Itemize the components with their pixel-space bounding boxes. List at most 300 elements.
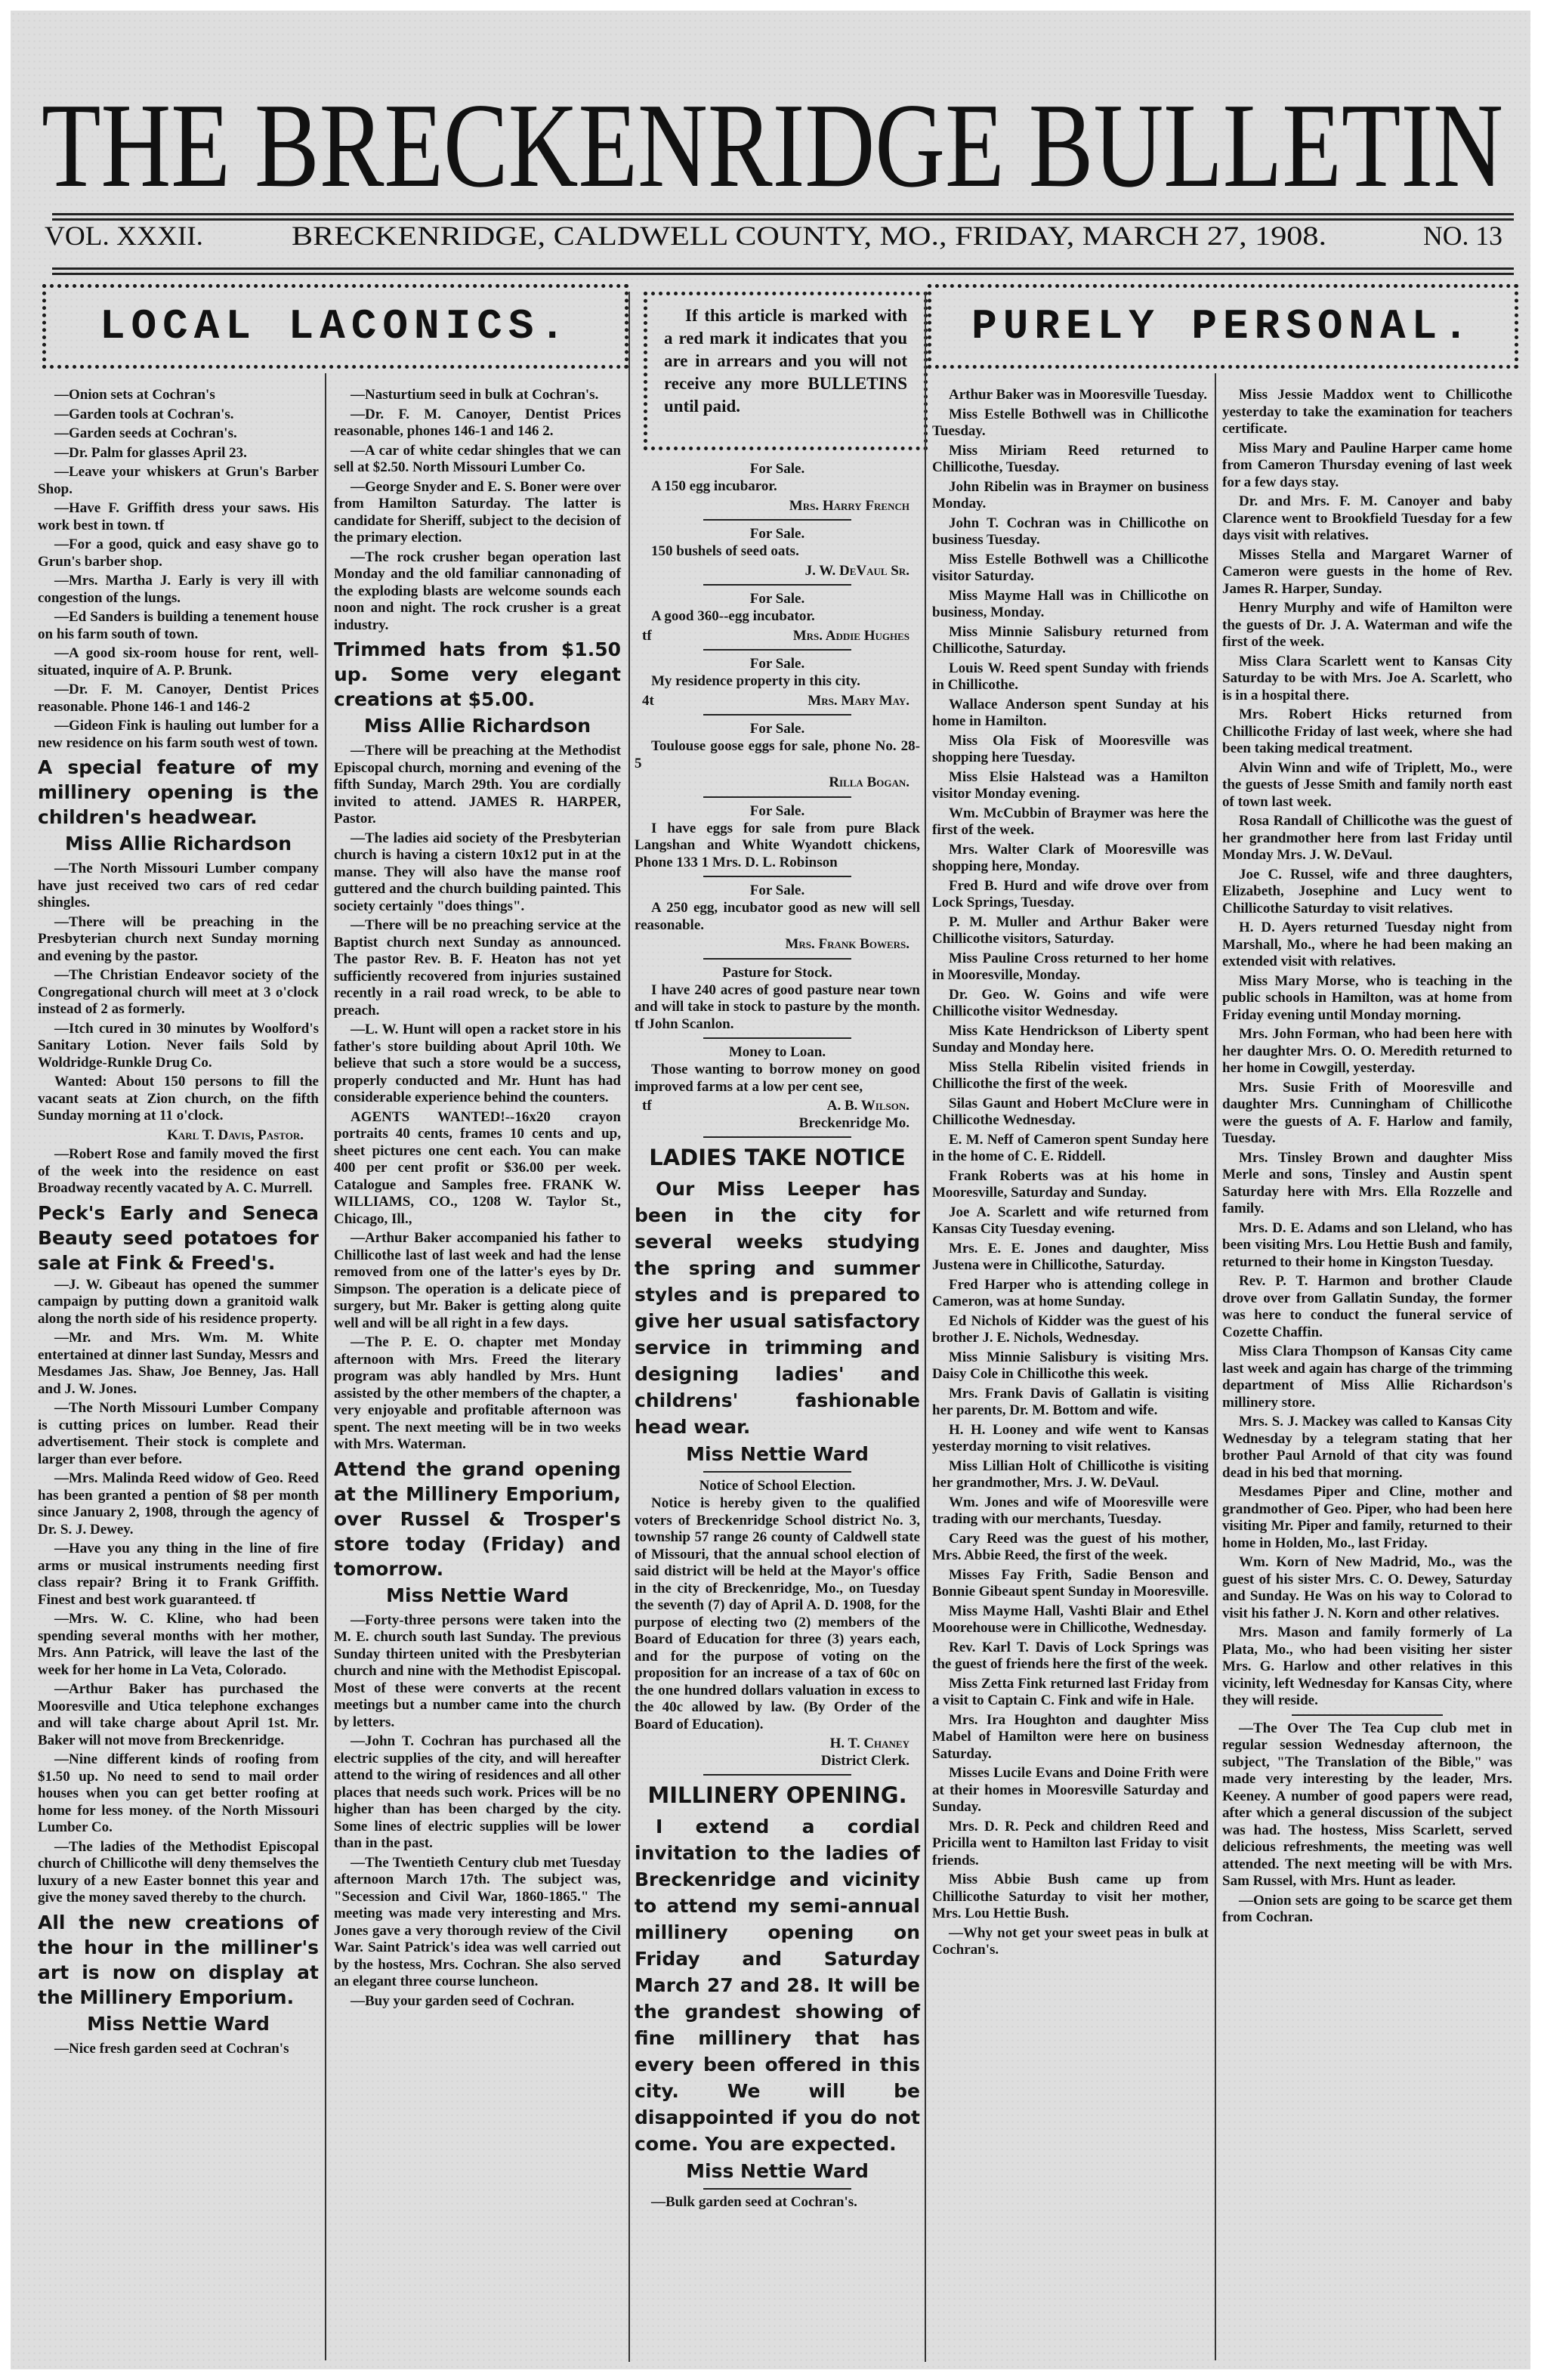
news-item xyxy=(932,769,1209,803)
news-item-text: —Mrs. Martha J. Early is very ill with congestion of the lungs. xyxy=(38,573,319,606)
divider-rule xyxy=(703,1471,852,1473)
news-item-text: Wm. Korn of New Madrid, Mo., was the guest of his sister Mrs. C. O. Dewey, Saturday and Sunday. He Was on his way to Colorad to visit his father J. N. Korn and other relatives. xyxy=(1222,1554,1512,1621)
news-item-text: H. H. Looney and wife went to Kansas yesterday morning to visit relatives. xyxy=(932,1421,1209,1454)
news-item-text: —John T. Cochran has purchased all the electric supplies of the city, and will hereafter attend to the wiring of residences and all other places that needs such work. Prices will be no higher than has been charged by the city. Some lines of electric supplies will be lower than in the past. xyxy=(334,1733,621,1851)
news-item xyxy=(932,805,1209,839)
news-item xyxy=(932,878,1209,912)
news-item-text: Mrs. D. E. Adams and son Lleland, who has been visiting Mrs. Lou Hettie Bush and family, returned to their home in Kingston Tuesday. xyxy=(1222,1219,1512,1270)
news-item-text: Miss Jessie Maddox went to Chillicothe yesterday to take the examination for teachers certificate. xyxy=(1222,387,1512,437)
news-item-text: Mrs. Ira Houghton and daughter Miss Mabel of Hamilton were here on business Saturday. xyxy=(932,1711,1209,1762)
news-item-text: Mrs. Frank Davis of Gallatin is visiting her parents, Dr. M. Bottom and wife. xyxy=(932,1385,1209,1418)
divider-rule xyxy=(703,1774,852,1776)
news-item xyxy=(38,573,319,607)
news-item-text: Mrs. Tinsley Brown and daughter Miss Merle and sons, Tinsley and Austin spent Saturday here with Mrs. Ella Rozzelle and family. xyxy=(1222,1149,1512,1216)
section-header-local-laconics xyxy=(42,284,628,369)
news-item-text: Miss Mary and Pauline Harper came home from Cameron Thursday evening of last week for a few days stay. xyxy=(1222,440,1512,490)
news-item-text: —Dr. Palm for glasses April 23. xyxy=(54,444,247,461)
news-item-text: —Onion sets are going to be scarce get them from Cochran. xyxy=(1222,1892,1512,1925)
news-item xyxy=(38,1541,319,1609)
section-title: LOCAL LACONICS. xyxy=(99,302,572,351)
news-item xyxy=(334,1022,621,1107)
classified-ad xyxy=(635,1477,920,1776)
divider-rule xyxy=(703,1037,852,1039)
advertisement xyxy=(635,1780,920,2190)
news-item xyxy=(38,536,319,570)
news-item xyxy=(1222,1484,1512,1552)
news-item-text: Miss Abbie Bush came up from Chillicothe Saturday to visit her mother, Mrs. Lou Hettie Bush. xyxy=(932,1872,1209,1921)
advertisement-text: Trimmed hats from $1.50 up. Some very elegant creations at $5.00. xyxy=(334,638,621,710)
news-item xyxy=(932,1386,1209,1420)
news-item xyxy=(334,1109,621,1229)
news-item xyxy=(1222,1624,1512,1710)
classified-text: A 150 egg incubaror. xyxy=(651,478,777,494)
news-item-text: —Nice fresh garden seed at Cochran's xyxy=(54,2040,289,2057)
news-item xyxy=(334,830,621,916)
news-item xyxy=(932,914,1209,948)
advertisement xyxy=(38,1910,319,2036)
news-item xyxy=(1222,760,1512,811)
news-item-text: —J. W. Gibeaut has opened the summer campaign by putting down a granitoid walk along the north side of his residence property. xyxy=(38,1276,319,1327)
classified-text: Notice is hereby given to the qualified voters of Breckenridge School district No. 3, township 57 range 26 county of Caldwell state of Missouri, that the annual school election of said district will be held at the Mayor's office in the city of Breckenridge, Mo., on Tuesday the seventh (7) day of April A. D. 1908, for the purpose of electing two (2) members of the Board of Education for three (3) years each, and for the purpose of voting on the proposition for an increase of a tax of 60c on the one hundred dollars valuation in excess to the 40c allowed by law. (By Order of the Board of Education). xyxy=(635,1495,920,1732)
news-item-text: Miss Miriam Reed returned to Chillicothe, Tuesday. xyxy=(932,442,1209,475)
news-item xyxy=(1222,973,1512,1025)
news-item xyxy=(932,1059,1209,1093)
classified-text: A good 360--egg incubator. xyxy=(651,608,815,624)
classified-signature: Mrs. Harry French xyxy=(789,497,909,514)
newspaper-title: THE BRECKENRIDGE BULLETIN xyxy=(42,78,1503,212)
divider-rule xyxy=(703,649,852,651)
newspaper-page xyxy=(11,11,1530,2369)
news-item-text: —The P. E. O. chapter met Monday afternoon with Mrs. Freed the literary program was ably handled by Mrs. Hunt assisted by the other members of the chapter, a very enjoyable and profitable afternoon was spent. The next meeting will be in two weeks with Mrs. Waterman. xyxy=(334,1334,621,1452)
news-item-text: —Mrs. Malinda Reed widow of Geo. Reed has been granted a pention of $8 per month since January 2, 1908, through the agency of Dr. S. J. Dewey. xyxy=(38,1470,319,1538)
news-item xyxy=(38,1611,319,1679)
news-item-text: Mrs. Robert Hicks returned from Chillicothe Friday of last week, where she had been taking medical treatment. xyxy=(1222,706,1512,756)
news-item xyxy=(334,549,621,635)
news-item-text: Miss Mayme Hall, Vashti Blair and Ethel Moorehouse were in Chillicothe, Wednesday. xyxy=(932,1603,1209,1636)
news-item-text: E. M. Neff of Cameron spent Sunday here in the home of C. E. Riddell. xyxy=(932,1131,1209,1164)
divider-rule xyxy=(703,958,852,960)
news-item-text: Miss Estelle Bothwell was a Chillicothe visitor Saturday. xyxy=(932,551,1209,584)
news-item-text: Miss Elsie Halstead was a Hamilton visitor Monday evening. xyxy=(932,768,1209,802)
news-item-text: —L. W. Hunt will open a racket store in his father's store building about April 10th. We believe that such a store would be a success, properly conducted and Mr. Hunt has had considerable experience behind the counters. xyxy=(334,1022,621,1105)
news-item xyxy=(1222,493,1512,545)
news-item xyxy=(932,950,1209,984)
news-item xyxy=(932,1925,1209,1959)
news-item-text: AGENTS WANTED!--16x20 crayon portraits 40 cents, frames 10 cents and up, sheet pictures one cent each. You can make 400 per cent profit or $36.00 per week. Catalogue and Samples free. FRANK W. WILLIAMS, CO., 1208 W. Taylor St., Chicago, Ill., xyxy=(334,1108,621,1227)
news-item xyxy=(932,552,1209,586)
news-item-text: Wanted: About 150 persons to fill the vacant seats at Zion church, on the fifth Sunday morning at 11 o'clock. xyxy=(38,1074,319,1124)
classified-signature: Mrs. Addie Hughes xyxy=(792,627,909,644)
news-item xyxy=(932,697,1209,731)
news-item-text: Miss Clara Thompson of Kansas City came last week and again has charge of the trimming department of Miss Allie Richardson's millinery store. xyxy=(1222,1343,1512,1411)
news-item-text: —Itch cured in 30 minutes by Woolford's Sanitary Lotion. Never fails Sold by Woldridge-Runkle Drug Co. xyxy=(38,1020,319,1071)
classified-heading: For Sale. xyxy=(749,656,805,672)
news-item xyxy=(932,842,1209,876)
classified-heading: For Sale. xyxy=(749,802,805,819)
news-item-text: Henry Murphy and wife of Hamilton were the guests of Dr. J. A. Waterman and wife the first of the week. xyxy=(1222,600,1512,650)
news-item-text: —Mrs. W. C. Kline, who had been spending several months with her mother, Mrs. Ann Patrick, will leave the last of the week for her home in La Veta, Colorado. xyxy=(38,1611,319,1678)
masthead-rule-top xyxy=(52,213,1514,221)
news-item xyxy=(1222,600,1512,651)
classified-ad xyxy=(635,590,920,651)
news-item-text: —The North Missouri Lumber company have just received two cars of red cedar shingles. xyxy=(38,861,319,910)
news-item-text: Rev. Karl T. Davis of Lock Springs was the guest of friends here the first of the week. xyxy=(932,1639,1209,1672)
news-item-text: —Garden tools at Cochran's. xyxy=(54,406,234,422)
news-item-text: Miss Minnie Salisbury returned from Chillicothe, Saturday. xyxy=(932,623,1209,657)
column-2 xyxy=(334,387,621,2012)
news-item-text: —There will be preaching in the Presbyterian church next Sunday morning and evening by the pastor. xyxy=(38,913,319,964)
news-item-text: Joe A. Scarlett and wife returned from Kansas City Tuesday evening. xyxy=(932,1204,1209,1237)
news-item xyxy=(932,1765,1209,1816)
news-item xyxy=(38,1470,319,1538)
masthead-rule-bottom xyxy=(52,267,1514,275)
news-item xyxy=(932,1313,1209,1347)
news-item-text: Mrs. Walter Clark of Mooresville was shopping here, Monday. xyxy=(932,841,1209,874)
classified-heading: For Sale. xyxy=(749,882,805,898)
news-item xyxy=(1222,1343,1512,1411)
divider-rule xyxy=(703,1136,852,1138)
news-item-text: P. M. Muller and Arthur Baker were Chillicothe visitors, Saturday. xyxy=(932,913,1209,947)
news-item xyxy=(932,1676,1209,1710)
news-item xyxy=(1222,1554,1512,1622)
news-item xyxy=(1222,1720,1512,1890)
advertisement-signature: Miss Allie Richardson xyxy=(64,833,292,855)
column-divider xyxy=(628,292,630,2362)
classified-text: 150 bushels of seed oats. xyxy=(651,543,799,559)
news-item xyxy=(1222,813,1512,864)
news-item xyxy=(38,1839,319,1907)
news-item xyxy=(38,500,319,534)
news-item xyxy=(1222,1220,1512,1272)
advertisement xyxy=(38,755,319,856)
classified-text: My residence property in this city. xyxy=(651,673,860,689)
news-item xyxy=(38,609,319,643)
news-item xyxy=(932,1872,1209,1923)
news-item xyxy=(932,387,1209,404)
news-item-text: —For a good, quick and easy shave go to Grun's barber shop. xyxy=(38,536,319,570)
news-item xyxy=(38,1074,319,1144)
news-item-text: —There will be preaching at the Methodist Episcopal church, morning and evening of the fifth Sunday, March 29th. You are cordially invited to attend. JAMES R. HARPER, Pastor. xyxy=(334,743,621,827)
news-item-text: Mrs. John Forman, who had been here with her daughter Mrs. O. O. Meredith returned to her home in Cowgill, yesterday. xyxy=(1222,1026,1512,1076)
news-item xyxy=(38,1400,319,1468)
news-item-text: —A car of white cedar shingles that we can sell at $2.50. North Missouri Lumber Co. xyxy=(334,442,621,475)
news-item-text: —A good six-room house for rent, well-situated, inquire of A. P. Brunk. xyxy=(38,645,319,678)
news-item-text: —There will be no preaching service at the Baptist church next Sunday as announced. The pastor Rev. B. F. Heaton has not yet sufficiently recovered from injuries sustained recently in a rail road wreck, to be able to preach. xyxy=(334,917,621,1018)
news-item-text: Miss Kate Hendrickson of Liberty spent Sunday and Monday here. xyxy=(932,1022,1209,1056)
news-item-text: Mrs. E. E. Jones and daughter, Miss Justena were in Chillicothe, Saturday. xyxy=(932,1240,1209,1273)
divider-rule xyxy=(703,2188,852,2190)
news-item xyxy=(334,1993,621,2011)
news-item xyxy=(932,406,1209,440)
classified-signature: Mrs. Mary May. xyxy=(808,692,909,709)
news-item-text: —The Christian Endeavor society of the Congregational church will meet at 3 o'clock instead of 2 as formerly. xyxy=(38,967,319,1017)
news-item xyxy=(38,425,319,443)
news-item-text: Fred Harper who is attending college in Cameron, was at home Sunday. xyxy=(932,1276,1209,1309)
classified-ad xyxy=(635,882,920,960)
news-item xyxy=(1222,1273,1512,1341)
news-item-text: Cary Reed was the guest of his mother, Mrs. Abbie Reed, the first of the week. xyxy=(932,1530,1209,1563)
news-item xyxy=(932,1277,1209,1311)
advertisement-headline: MILLINERY OPENING. xyxy=(647,1782,907,1808)
news-item xyxy=(932,515,1209,549)
news-item-text: Silas Gaunt and Hobert McClure were in Chillicothe Wednesday. xyxy=(932,1095,1209,1128)
news-item-text: Joe C. Russel, wife and three daughters, Elizabeth, Josephine and Lucy went to Chillicothe Saturday to visit relatives. xyxy=(1222,866,1512,916)
column-5 xyxy=(1222,387,1512,1929)
news-item-text: Arthur Baker was in Mooresville Tuesday. xyxy=(949,387,1208,403)
news-item-text: Miss Pauline Cross returned to her home in Mooresville, Monday. xyxy=(932,950,1209,983)
advertisement-text: Attend the grand opening at the Millinery Emporium, over Russel & Trosper's store today (Friday) and tomorrow. xyxy=(334,1457,621,1580)
advertisement-text: A special feature of my millinery opening is the children's headwear. xyxy=(38,756,319,828)
news-item-text: Miss Ola Fisk of Mooresville was shopping here Tuesday. xyxy=(932,732,1209,765)
news-item xyxy=(932,1819,1209,1870)
news-item xyxy=(932,588,1209,622)
news-item-text: —Garden seeds at Cochran's. xyxy=(54,425,237,441)
news-item xyxy=(932,1640,1209,1674)
issue-number: NO. 13 xyxy=(1423,221,1502,251)
section-header-purely-personal xyxy=(928,284,1518,369)
news-item-text: —Dr. F. M. Canoyer, Dentist Prices reasonable, phones 146-1 and 146 2. xyxy=(334,406,621,439)
classified-signature-line xyxy=(635,498,920,515)
news-item-text: —Forty-three persons were taken into the M. E. church south last Sunday. The previous Sunday thirteen united with the Presbyterian church and nine with the Methodist Episcopal. Most of these were converts at the recent meetings but a number came into the church by letters. xyxy=(334,1612,621,1730)
news-item-text: —George Snyder and E. S. Boner were over from Hamilton Saturday. The latter is candidate for Sheriff, subject to the decision of the primary election. xyxy=(334,478,621,546)
news-item-text: —Arthur Baker has purchased the Mooresville and Utica telephone exchanges and will take charge about April 1st. Mr. Baker will not move from Breckenridge. xyxy=(38,1681,319,1748)
divider-rule xyxy=(703,519,852,521)
news-item-text: Alvin Winn and wife of Triplett, Mo., were the guests of Jesse Smith and family north east of town last week. xyxy=(1222,759,1512,810)
news-item xyxy=(932,1204,1209,1238)
arrears-notice-text: If this article is marked with a red mark it indicates that you are in arrears and you will not receive any more BULLETINS until paid. xyxy=(664,306,907,416)
news-item xyxy=(932,1168,1209,1202)
news-item xyxy=(932,1567,1209,1601)
classified-signature: Rilla Bogan. xyxy=(829,774,909,790)
classified-signature-line xyxy=(635,628,920,645)
advertisement-signature: Miss Nettie Ward xyxy=(686,2160,869,2182)
classified-note: tf xyxy=(642,627,652,644)
classified-heading: Money to Loan. xyxy=(728,1044,826,1060)
advertisement xyxy=(334,1457,621,1608)
news-item-text: Wm. McCubbin of Braymer was here the first of the week. xyxy=(932,805,1209,838)
classified-signature-line xyxy=(635,563,920,580)
news-item xyxy=(334,406,621,440)
news-item-text: Miss Zetta Fink returned last Friday from a visit to Captain C. Fink and wife in Hale. xyxy=(932,1675,1209,1708)
news-item-text: Wallace Anderson spent Sunday at his home in Hamilton. xyxy=(932,696,1209,729)
classified-text: Toulouse goose eggs for sale, phone No. 28-5 xyxy=(635,738,920,771)
news-item xyxy=(38,861,319,912)
news-item xyxy=(932,1531,1209,1565)
news-item-text: —The Over The Tea Cup club met in regular session Wednesday afternoon, the subject, "The Translation of the Bible," was made very interesting by the leader, Mrs. Keeney. A number of good papers were read, after which a general discussion of the subject was had. The hostess, Miss Scarlett, served delicious refreshments, the meeting was well attended. The next meeting will be with Mrs. Sam Russel, with Mrs. Hunt as leader. xyxy=(1222,1720,1512,1889)
news-item-text: —Robert Rose and family moved the first of the week into the residence on east Broadway recently vacated by A. C. Murrell. xyxy=(38,1146,319,1196)
advertisement-text: All the new creations of the hour in the milliner's art is now on display at the Millinery Emporium. xyxy=(38,1911,319,2008)
news-item xyxy=(932,1241,1209,1275)
news-item-text: Dr. and Mrs. F. M. Canoyer and baby Clarence went to Brookfield Tuesday for a few days visit with relatives. xyxy=(1222,493,1512,543)
volume-number: VOL. XXXII. xyxy=(45,221,203,251)
advertisement-text: Peck's Early and Seneca Beauty seed potatoes for sale at Fink & Freed's. xyxy=(38,1201,319,1274)
classified-signature: H. T. Chaney xyxy=(829,1736,909,1751)
classified-signature-line xyxy=(635,1098,920,1115)
advertisement-signature: Miss Nettie Ward xyxy=(87,2012,270,2035)
news-item-text: Miss Stella Ribelin visited friends in Chillicothe the first of the week. xyxy=(932,1059,1209,1092)
news-item xyxy=(1222,1414,1512,1482)
news-item xyxy=(932,1349,1209,1383)
classified-ad xyxy=(635,655,920,716)
classified-ad xyxy=(635,802,920,878)
news-item xyxy=(1222,547,1512,598)
news-item-text: Miss Estelle Bothwell was in Chillicothe Tuesday. xyxy=(932,406,1209,439)
column-divider xyxy=(325,373,326,2360)
advertisement-signature: Miss Nettie Ward xyxy=(686,1443,869,1465)
news-item xyxy=(334,443,621,477)
news-item-text: —Nasturtium seed in bulk at Cochran's. xyxy=(351,387,599,403)
news-item xyxy=(1222,387,1512,438)
news-item xyxy=(38,1146,319,1198)
divider-rule xyxy=(703,796,852,798)
news-item xyxy=(932,624,1209,658)
news-item-text: Miss Mayme Hall was in Chillicothe on business, Monday. xyxy=(932,587,1209,620)
news-item-text: —Why not get your sweet peas in bulk at Cochran's. xyxy=(932,1924,1209,1958)
news-item-text: Louis W. Reed spent Sunday with friends in Chillicothe. xyxy=(932,660,1209,693)
news-item xyxy=(334,387,621,404)
advertisement-text: Our Miss Leeper has been in the city for several weeks studying the spring and summer styles and is prepared to give her usual satisfactory service in trimming and designing ladies' and childrens' fashionable head wear. xyxy=(635,1178,920,1438)
classified-note: 4t xyxy=(642,692,654,709)
news-item xyxy=(334,917,621,1019)
classified-heading: For Sale. xyxy=(749,591,805,607)
news-item-text: Dr. Geo. W. Goins and wife were Chillicothe visitor Wednesday. xyxy=(932,986,1209,1019)
news-item-text: Misses Stella and Margaret Warner of Cameron were guests in the home of Rev. James R. Harper, Sunday. xyxy=(1222,546,1512,597)
news-item-signature: Karl T. Davis, Pastor. xyxy=(167,1127,304,1143)
news-item-text: Frank Roberts was at his home in Mooresville, Saturday and Sunday. xyxy=(932,1167,1209,1201)
column-divider xyxy=(1215,373,1216,2360)
column-1 xyxy=(38,387,319,2060)
classified-text: Those wanting to borrow money on good improved farms at a low per cent see, xyxy=(635,1062,920,1095)
news-item-text: Ed Nichols of Kidder was the guest of his brother J. E. Nichols, Wednesday. xyxy=(932,1312,1209,1346)
classified-signature-line xyxy=(635,1736,920,1753)
advertisement xyxy=(38,1201,319,1275)
advertisement xyxy=(635,1142,920,1473)
news-item xyxy=(38,718,319,752)
classified-signature-line xyxy=(635,1753,920,1770)
classified-text: A 250 egg, incubator good as new will sell reasonable. xyxy=(635,900,920,933)
news-item-text: Mrs. Mason and family formerly of La Plata, Mo., who had been visiting her sister Mrs. G. Harlow and other relatives in this vicinity, left Wednesday for Kansas City, where they will reside. xyxy=(1222,1624,1512,1708)
classified-heading: Notice of School Election. xyxy=(699,1478,856,1494)
news-item xyxy=(932,1096,1209,1130)
classified-ad xyxy=(635,720,920,798)
news-item xyxy=(334,1230,621,1332)
news-item-text: —Nine different kinds of roofing from $1.50 up. No need to send to mail order houses when you can get better roofing at home for less money. of the North Missouri Lumber Co. xyxy=(38,1751,319,1835)
news-item xyxy=(38,387,319,404)
news-item-text: —Mr. and Mrs. Wm. M. White entertained at dinner last Sunday, Messrs and Mesdames Jas. Shaw, Joe Benney, Jas. Hall and J. W. Jones. xyxy=(38,1330,319,1397)
advertisement-headline: LADIES TAKE NOTICE xyxy=(649,1145,906,1170)
news-item-text: Miss Minnie Salisbury is visiting Mrs. Daisy Cole in Chillicothe this week. xyxy=(932,1349,1209,1382)
news-item xyxy=(334,1733,621,1853)
news-item xyxy=(1222,1080,1512,1148)
news-item xyxy=(932,1422,1209,1456)
dateline: BRECKENRIDGE, CALDWELL COUNTY, MO., FRIDAY, MARCH 27, 1908. xyxy=(292,221,1326,251)
news-item xyxy=(38,406,319,424)
news-item xyxy=(38,1330,319,1398)
classified-ad xyxy=(635,525,920,586)
news-item-text: —Have you any thing in the line of fire arms or musical instruments needing first class repair? Bring it to Frank Griffith. Finest and best work guaranteed. tf xyxy=(38,1541,319,1608)
divider-rule xyxy=(703,876,852,877)
news-item xyxy=(334,1855,621,1991)
news-item xyxy=(38,914,319,966)
news-item-text: —The North Missouri Lumber Company is cutting prices on lumber. Read their advertisement. Their stock is complete and larger than ever before. xyxy=(38,1400,319,1467)
news-item xyxy=(1222,654,1512,705)
news-item xyxy=(932,443,1209,477)
classified-text: I have 240 acres of good pasture near town and will take in stock to pasture by the month. tf John Scanlon. xyxy=(635,981,920,1032)
news-item-text: —Arthur Baker accompanied his father to Chillicothe last of last week and had the lense removed from one of the latter's eyes by Dr. Simpson. The operation is a delicate piece of surgery, but Mr. Baker is getting along quite well and will be all right in a few days. xyxy=(334,1230,621,1331)
classified-signature: A. B. Wilson. xyxy=(826,1098,909,1114)
column-4 xyxy=(932,387,1209,1961)
news-item-text: Rev. P. T. Harmon and brother Claude drove over from Gallatin Sunday, the former was here to conduct the funeral service of Cozette Chaffin. xyxy=(1222,1273,1512,1340)
news-item-text: Fred B. Hurd and wife drove over from Lock Springs, Tuesday. xyxy=(932,877,1209,910)
news-item xyxy=(38,1277,319,1328)
news-item-text: John Ribelin was in Braymer on business Monday. xyxy=(932,478,1209,512)
news-item xyxy=(1222,1150,1512,1218)
classified-signature: J. W. DeVaul Sr. xyxy=(804,562,909,579)
news-item-text: Mesdames Piper and Cline, mother and grandmother of Geo. Piper, who had been here visiting Mr. Piper and family, returned to their home in Holden, Mo., last Friday. xyxy=(1222,1484,1512,1551)
news-item xyxy=(932,987,1209,1021)
news-item-text: Mrs. D. R. Peck and children Reed and Pricilla went to Hamilton last Friday to visit friends. xyxy=(932,1818,1209,1868)
divider-rule xyxy=(1292,1714,1443,1716)
news-item xyxy=(1222,1026,1512,1077)
classified-signature-line xyxy=(635,936,920,954)
news-item xyxy=(334,1612,621,1732)
news-item xyxy=(1222,867,1512,918)
news-item-text: —Have F. Griffith dress your saws. His work best in town. tf xyxy=(38,500,319,533)
news-item xyxy=(1222,440,1512,492)
news-item xyxy=(38,1681,319,1749)
advertisement-signature: Miss Nettie Ward xyxy=(386,1584,569,1606)
classified-note: tf xyxy=(642,1098,652,1114)
news-item-text: —Bulk garden seed at Cochran's. xyxy=(651,2194,857,2210)
news-item xyxy=(1222,1893,1512,1927)
news-item-text: —The ladies of the Methodist Episcopal church of Chillicothe will deny themselves the luxury of a new Easter bonnet this year and give the money saved thereby to the church. xyxy=(38,1838,319,1906)
news-item-text: —Buy your garden seed of Cochran. xyxy=(351,1992,575,2009)
news-item xyxy=(932,1023,1209,1057)
news-item-text: Misses Fay Frith, Sadie Benson and Bonnie Gibeaut spent Sunday in Mooresville. xyxy=(932,1566,1209,1600)
classified-signature: Mrs. Frank Bowers. xyxy=(785,936,909,952)
classified-ad xyxy=(635,1043,920,1138)
divider-rule xyxy=(703,714,852,716)
news-item-text: Misses Lucile Evans and Doine Frith were at their homes in Mooresville Saturday and Sunday. xyxy=(932,1765,1209,1815)
classified-ad xyxy=(635,964,920,1040)
news-item xyxy=(1222,706,1512,758)
news-item-text: Miss Clara Scarlett went to Kansas City Saturday to be with Mrs. Joe A. Scarlett, who is in a hospital there. xyxy=(1222,653,1512,703)
news-item xyxy=(334,743,621,828)
classified-signature: District Clerk. xyxy=(820,1752,909,1769)
news-item-text: Mrs. S. J. Mackey was called to Kansas City Wednesday by a telegram stating that her brother Paul Arnold of that city was found dead in his bed that morning. xyxy=(1222,1414,1512,1481)
news-item-text: Rosa Randall of Chillicothe was the guest of her grandmother here from last Friday until Monday Mrs. J. W. DeVaul. xyxy=(1222,813,1512,863)
classified-ad xyxy=(635,460,920,521)
news-item-text: —The ladies aid society of the Presbyterian church is having a cistern 10x12 put in at the manse. They will also have the manse roof guttered and the church building painted. This society certainly "does things". xyxy=(334,830,621,914)
masthead xyxy=(11,11,1530,290)
section-title: PURELY PERSONAL. xyxy=(971,302,1475,351)
classified-signature-line xyxy=(635,693,920,710)
news-item xyxy=(932,1132,1209,1166)
classified-heading: For Sale. xyxy=(749,721,805,737)
news-item-text: Miss Mary Morse, who is teaching in the public schools in Hamilton, was at home from Friday evening until Monday morning. xyxy=(1222,972,1512,1023)
classified-text: I have eggs for sale from pure Black Langshan and White Wyandott chickens, Phone 133 1 Mrs. D. L. Robinson xyxy=(635,820,920,870)
classified-signature-line xyxy=(635,774,920,792)
news-item xyxy=(38,1751,319,1837)
news-item xyxy=(932,1603,1209,1637)
news-item-text: —Leave your whiskers at Grun's Barber Shop. xyxy=(38,464,319,497)
column-3 xyxy=(635,458,920,2214)
news-item-text: Mrs. Susie Frith of Mooresville and daughter Mrs. Cunningham of Chillicothe were the guests of A. F. Harlow and family, Tuesday. xyxy=(1222,1079,1512,1146)
news-item xyxy=(38,682,319,716)
classified-heading: For Sale. xyxy=(749,461,805,477)
news-item xyxy=(932,1494,1209,1528)
news-item xyxy=(38,2041,319,2058)
